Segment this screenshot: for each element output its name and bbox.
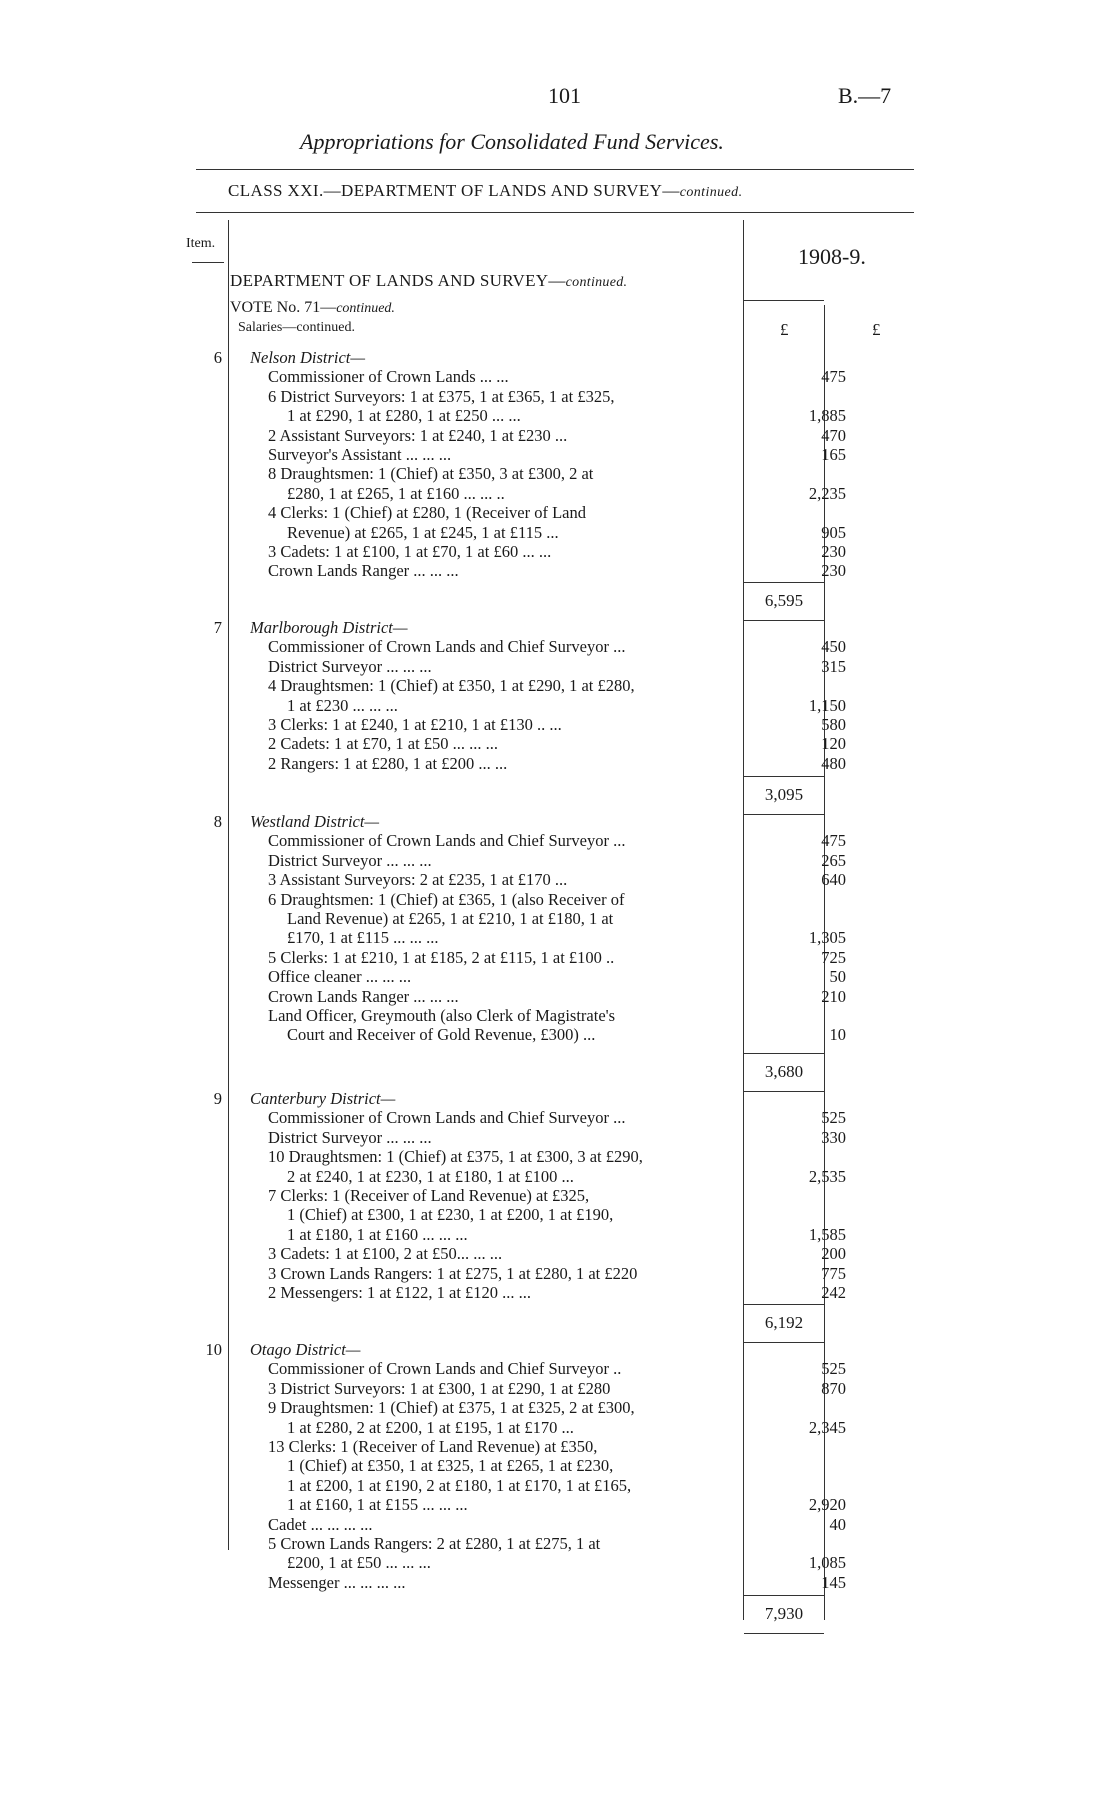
salary-amount: 50 [829, 967, 846, 987]
salary-description: Commissioner of Crown Lands and Chief Surveyor ... [268, 1108, 626, 1128]
item-header-rule [192, 262, 224, 263]
salary-description: 1 at £290, 1 at £280, 1 at £250 ... ... [287, 406, 521, 426]
salary-line-row [210, 561, 844, 580]
salary-amount: 120 [821, 734, 846, 754]
salary-line-row [210, 1167, 844, 1186]
salary-line-row [210, 1437, 844, 1456]
salary-amount: 10 [829, 1025, 846, 1045]
subtotal-marlborough: 3,095 [764, 785, 804, 804]
salary-description: Commissioner of Crown Lands ... ... [268, 367, 509, 387]
subtotal-rule [744, 1091, 824, 1092]
district-name: Westland District— [250, 812, 380, 831]
salary-description: 9 Draughtsmen: 1 (Chief) at £375, 1 at £325, 2 at £300, [268, 1398, 635, 1418]
vote-heading: VOTE No. 71—continued. [230, 299, 395, 316]
salary-amount: 2,920 [808, 1495, 846, 1515]
salary-amount: 1,885 [808, 406, 846, 426]
salary-line-row [210, 676, 844, 695]
salary-description: 3 District Surveyors: 1 at £300, 1 at £290, 1 at £280 [268, 1378, 611, 1398]
salary-description: Commissioner of Crown Lands and Chief Surveyor ... [268, 637, 626, 657]
salary-amount: 480 [821, 753, 846, 773]
salary-description: £200, 1 at £50 ... ... ... [287, 1553, 431, 1573]
salary-amount: 580 [821, 715, 846, 734]
salary-line-row [210, 1476, 844, 1495]
salary-description: District Surveyor ... ... ... [268, 656, 432, 676]
item-number: 9 [213, 1089, 222, 1108]
year-header: 1908-9. [798, 244, 866, 269]
salary-line-row [210, 1147, 844, 1166]
salary-description: Crown Lands Ranger ... ... ... [268, 986, 459, 1006]
salary-description: £280, 1 at £265, 1 at £160 ... ... .. [287, 483, 505, 503]
salary-line-row [210, 445, 844, 464]
salary-description: 7 Clerks: 1 (Receiver of Land Revenue) at £325, [268, 1186, 590, 1205]
salary-amount: 210 [821, 986, 846, 1006]
salary-amount: 230 [821, 542, 846, 561]
salary-line-row [210, 831, 844, 850]
salary-amount: 450 [821, 637, 846, 657]
salary-line-row [210, 367, 844, 386]
salary-amount: 2,345 [808, 1417, 846, 1437]
district-name: Nelson District— [250, 348, 366, 367]
salary-line-row [210, 1225, 844, 1244]
salary-amount: 640 [821, 870, 846, 890]
salary-description: Cadet ... ... ... ... [268, 1514, 373, 1534]
salary-description: 5 Clerks: 1 at £210, 1 at £185, 2 at £115, 1 at £100 .. [268, 947, 615, 967]
item-number: 10 [205, 1340, 222, 1359]
salary-description: 2 at £240, 1 at £230, 1 at £180, 1 at £100 ... [287, 1166, 574, 1186]
salary-description: 3 Cadets: 1 at £100, 1 at £70, 1 at £60 ... ... [268, 542, 552, 561]
salary-amount: 525 [821, 1359, 846, 1379]
subtotal-rule [744, 620, 824, 621]
salary-amount: 145 [821, 1572, 846, 1592]
salary-line-row [210, 696, 844, 715]
salary-line-row [210, 1553, 844, 1572]
salary-amount: 725 [821, 947, 846, 967]
salary-amount: 200 [821, 1244, 846, 1264]
subtotal-rule [744, 814, 824, 815]
salary-line-row [210, 1244, 844, 1263]
subtotal-rule [744, 1633, 824, 1634]
subtotal-rule [744, 1342, 824, 1343]
salary-description: Court and Receiver of Gold Revenue, £300) ... [287, 1025, 596, 1045]
subtotal-nelson: 6,595 [764, 591, 804, 610]
salary-description: 2 Rangers: 1 at £280, 1 at £200 ... ... [268, 753, 508, 773]
salary-amount: 40 [829, 1514, 846, 1534]
class-heading: CLASS XXI.—DEPARTMENT OF LANDS AND SURVEY—continued. [228, 181, 743, 200]
salary-line-row [210, 715, 844, 734]
district-heading-row [210, 348, 844, 367]
salary-amount: 230 [821, 561, 846, 581]
salary-description: 2 Messengers: 1 at £122, 1 at £120 ... ... [268, 1283, 532, 1302]
salary-line-row [210, 734, 844, 753]
salary-amount: 1,085 [808, 1553, 846, 1573]
salary-line-row [210, 928, 844, 947]
salary-description: £170, 1 at £115 ... ... ... [287, 928, 439, 948]
salary-amount: 775 [821, 1263, 846, 1283]
document-reference: B.—7 [838, 83, 892, 108]
salary-description: 6 District Surveyors: 1 at £375, 1 at £365, 1 at £325, [268, 386, 615, 406]
page-subtitle: Appropriations for Consolidated Fund Services. [300, 129, 724, 154]
salary-line-row [210, 387, 844, 406]
salary-line-row [210, 1418, 844, 1437]
item-column-header: Item. [186, 236, 216, 251]
subtotal-rule [744, 1595, 824, 1596]
salary-amount: 165 [821, 445, 846, 464]
salary-line-row [210, 406, 844, 425]
salary-line-row [210, 754, 844, 773]
salary-description: 5 Crown Lands Rangers: 2 at £280, 1 at £275, 1 at [268, 1534, 601, 1553]
salary-line-row [210, 870, 844, 889]
salary-line-row [210, 1128, 844, 1147]
subtotal-otago: 7,930 [764, 1604, 804, 1623]
salary-description: Crown Lands Ranger ... ... ... [268, 561, 459, 581]
salary-line-row [210, 1186, 844, 1205]
district-name: Canterbury District— [250, 1089, 396, 1108]
subtotal-rule [744, 582, 824, 583]
salary-description: Commissioner of Crown Lands and Chief Surveyor .. [268, 1359, 622, 1379]
district-name: Otago District— [250, 1340, 361, 1359]
salary-line-row [210, 1573, 844, 1592]
salary-line-row [210, 967, 844, 986]
subtotal-rule [744, 1053, 824, 1054]
salary-line-row [210, 503, 844, 522]
salary-amount: 2,535 [808, 1166, 846, 1186]
subtotal-canterbury: 6,192 [764, 1313, 804, 1332]
salary-line-row [210, 464, 844, 483]
salary-amount: 330 [821, 1127, 846, 1147]
item-number: 7 [213, 618, 222, 637]
year-header-rule [744, 300, 824, 301]
pound-symbol-totals: £ [872, 320, 881, 339]
salary-description: 1 at £200, 1 at £190, 2 at £180, 1 at £170, 1 at £165, [287, 1475, 632, 1495]
salary-line-row [210, 542, 844, 561]
salary-line-row [210, 1495, 844, 1514]
salary-amount: 475 [821, 831, 846, 851]
salary-line-row [210, 851, 844, 870]
salary-amount: 1,150 [808, 695, 846, 715]
salary-description: 3 Assistant Surveyors: 2 at £235, 1 at £170 ... [268, 870, 568, 890]
salary-line-row [210, 1534, 844, 1553]
salary-line-row [210, 1108, 844, 1127]
salary-amount: 2,235 [808, 483, 846, 503]
salary-description: 1 (Chief) at £300, 1 at £230, 1 at £200, 1 at £190, [287, 1205, 614, 1225]
salary-description: Messenger ... ... ... ... [268, 1572, 406, 1592]
salary-line-row [210, 1398, 844, 1417]
salary-description: District Surveyor ... ... ... [268, 1127, 432, 1147]
salary-description: Land Revenue) at £265, 1 at £210, 1 at £180, 1 at [287, 909, 614, 928]
salary-amount: 470 [821, 425, 846, 445]
salaries-heading: Salaries—continued. [238, 320, 356, 335]
salary-description: District Surveyor ... ... ... [268, 850, 432, 870]
salary-line-row [210, 1359, 844, 1378]
subtotal-rule [744, 776, 824, 777]
salary-line-row [210, 1006, 844, 1025]
salary-amount: 242 [821, 1283, 846, 1302]
subtotal-rule [744, 1304, 824, 1305]
salary-line-row [210, 1025, 844, 1044]
salary-amount: 870 [821, 1378, 846, 1398]
subtotal-westland: 3,680 [764, 1062, 804, 1081]
salary-description: 1 at £280, 2 at £200, 1 at £195, 1 at £170 ... [287, 1417, 574, 1437]
pound-symbol-items: £ [780, 320, 789, 339]
salary-line-row [210, 637, 844, 656]
salary-description: 2 Cadets: 1 at £70, 1 at £50 ... ... ... [268, 734, 499, 754]
salary-description: 3 Cadets: 1 at £100, 2 at £50... ... ... [268, 1244, 503, 1264]
salary-description: Commissioner of Crown Lands and Chief Surveyor ... [268, 831, 626, 851]
salary-description: 3 Crown Lands Rangers: 1 at £275, 1 at £280, 1 at £220 [268, 1263, 638, 1283]
salary-line-row [210, 890, 844, 909]
salary-description: 6 Draughtsmen: 1 (Chief) at £365, 1 (also Receiver of [268, 889, 625, 909]
salary-amount: 525 [821, 1108, 846, 1128]
salary-line-row [210, 909, 844, 928]
salary-description: 1 at £160, 1 at £155 ... ... ... [287, 1495, 468, 1515]
salary-line-row [210, 948, 844, 967]
salary-description: 2 Assistant Surveyors: 1 at £240, 1 at £230 ... [268, 425, 568, 445]
salary-description: 3 Clerks: 1 at £240, 1 at £210, 1 at £130 .. ... [268, 715, 562, 734]
salary-description: 8 Draughtsmen: 1 (Chief) at £350, 3 at £300, 2 at [268, 464, 594, 484]
salary-description: Office cleaner ... ... ... [268, 967, 412, 987]
header-rule-bottom [196, 212, 914, 213]
salary-description: 1 (Chief) at £350, 1 at £325, 1 at £265, 1 at £230, [287, 1456, 614, 1476]
salary-description: Surveyor's Assistant ... ... ... [268, 445, 452, 464]
salary-line-row [210, 1205, 844, 1224]
salary-description: 13 Clerks: 1 (Receiver of Land Revenue) at £350, [268, 1437, 598, 1456]
salary-line-row [210, 523, 844, 542]
item-number: 8 [213, 812, 222, 831]
salary-amount: 905 [821, 522, 846, 542]
salary-line-row [210, 1283, 844, 1302]
salary-description: 1 at £180, 1 at £160 ... ... ... [287, 1224, 468, 1244]
salary-amount: 475 [821, 367, 846, 387]
salary-description: 4 Draughtsmen: 1 (Chief) at £350, 1 at £290, 1 at £280, [268, 676, 635, 696]
salary-line-row [210, 1379, 844, 1398]
department-heading: DEPARTMENT OF LANDS AND SURVEY—continued. [230, 271, 628, 290]
salary-amount: 1,305 [808, 928, 846, 948]
district-name: Marlborough District— [250, 618, 408, 637]
header-rule-top [196, 169, 914, 170]
salary-amount: 315 [821, 656, 846, 676]
page-number: 101 [548, 83, 581, 108]
salary-line-row [210, 657, 844, 676]
salary-amount: 1,585 [808, 1224, 846, 1244]
item-number: 6 [213, 348, 222, 367]
salary-description: Revenue) at £265, 1 at £245, 1 at £115 ... [287, 522, 559, 542]
salary-line-row [210, 1264, 844, 1283]
salary-line-row [210, 484, 844, 503]
salary-line-row [210, 426, 844, 445]
salary-amount: 265 [821, 850, 846, 870]
salary-description: 1 at £230 ... ... ... [287, 695, 398, 715]
salary-description: Land Officer, Greymouth (also Clerk of Magistrate's [268, 1006, 616, 1025]
salary-description: 4 Clerks: 1 (Chief) at £280, 1 (Receiver of Land [268, 503, 586, 523]
salary-line-row [210, 1456, 844, 1475]
salary-description: 10 Draughtsmen: 1 (Chief) at £375, 1 at £300, 3 at £290, [268, 1147, 643, 1167]
salary-line-row [210, 1515, 844, 1534]
salary-line-row [210, 987, 844, 1006]
